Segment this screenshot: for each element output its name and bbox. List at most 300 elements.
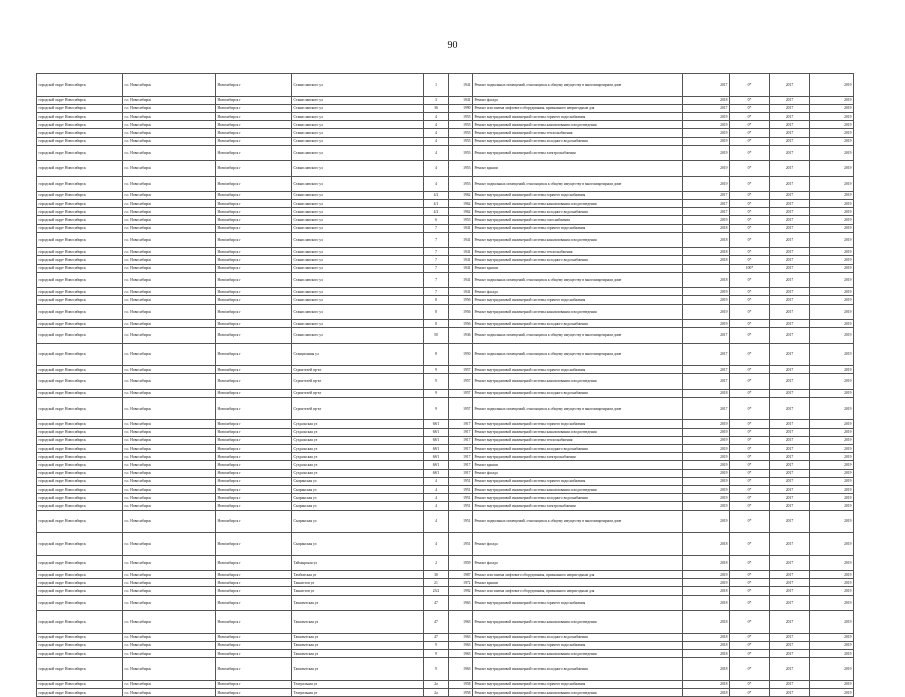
street-cell: Ташкентская ул: [292, 650, 424, 658]
city-cell: Новосибирск г: [216, 96, 292, 104]
municipality-cell: городской округ Новосибирск: [37, 436, 123, 444]
period-end-cell: 2019: [810, 397, 854, 420]
built-year-cell: 1963: [449, 595, 473, 610]
city-cell: Новосибирск г: [216, 689, 292, 697]
percent-cell: 0*: [730, 74, 770, 97]
street-cell: Строителей пр-кт: [292, 366, 424, 374]
period-start-cell: 2017: [770, 96, 810, 104]
district-cell: г.о. Новосибирск: [123, 121, 216, 129]
street-cell: Станиславского ул: [292, 74, 424, 97]
municipality-cell: городской округ Новосибирск: [37, 485, 123, 493]
period-end-cell: 2019: [810, 420, 854, 428]
work-type-cell: Ремонт или замена лифтового оборудования, признанного непригодным для: [473, 104, 683, 112]
district-cell: г.о. Новосибирск: [123, 689, 216, 697]
street-cell: Строителей пр-кт: [292, 389, 424, 397]
city-cell: Новосибирск г: [216, 658, 292, 681]
city-cell: Новосибирск г: [216, 587, 292, 595]
house-cell: 3: [424, 96, 449, 104]
district-cell: г.о. Новосибирск: [123, 374, 216, 389]
municipality-cell: городской округ Новосибирск: [37, 533, 123, 556]
city-cell: Новосибирск г: [216, 502, 292, 510]
work-type-cell: Ремонт подвальных помещений, относящихся к общему имуществу в многоквартирном доме: [473, 510, 683, 533]
plan-year-cell: 2018: [683, 272, 730, 287]
period-start-cell: 2017: [770, 680, 810, 688]
built-year-cell: 1941: [449, 288, 473, 296]
municipality-cell: городской округ Новосибирск: [37, 374, 123, 389]
built-year-cell: 1917: [449, 461, 473, 469]
city-cell: Новосибирск г: [216, 397, 292, 420]
city-cell: Новосибирск г: [216, 494, 292, 502]
work-type-cell: Ремонт внутридомовой инженерной системы горячего водоснабжения: [473, 680, 683, 688]
municipality-cell: городской округ Новосибирск: [37, 397, 123, 420]
district-cell: г.о. Новосибирск: [123, 161, 216, 176]
table-row: [37, 129, 854, 137]
period-start-cell: 2017: [770, 633, 810, 641]
period-start-cell: 2017: [770, 494, 810, 502]
house-cell: 8: [424, 319, 449, 327]
percent-cell: 0*: [730, 633, 770, 641]
district-cell: г.о. Новосибирск: [123, 74, 216, 97]
city-cell: Новосибирск г: [216, 191, 292, 199]
period-end-cell: 2019: [810, 650, 854, 658]
municipality-cell: городской округ Новосибирск: [37, 445, 123, 453]
plan-year-cell: 2019: [683, 485, 730, 493]
percent-cell: 0*: [730, 650, 770, 658]
period-start-cell: 2017: [770, 445, 810, 453]
work-type-cell: Ремонт фасада: [473, 533, 683, 556]
city-cell: Новосибирск г: [216, 595, 292, 610]
table-row: [37, 453, 854, 461]
city-cell: Новосибирск г: [216, 477, 292, 485]
work-type-cell: Ремонт внутридомовой инженерной системы электроснабжения: [473, 453, 683, 461]
house-cell: 4: [424, 112, 449, 120]
table-row: [37, 304, 854, 319]
street-cell: Суздальская ул: [292, 428, 424, 436]
table-row: [37, 232, 854, 247]
percent-cell: 0*: [730, 248, 770, 256]
period-end-cell: 2019: [810, 366, 854, 374]
table-row: [37, 436, 854, 444]
city-cell: Новосибирск г: [216, 680, 292, 688]
period-end-cell: 2019: [810, 121, 854, 129]
plan-year-cell: 2017: [683, 374, 730, 389]
street-cell: Станиславского ул: [292, 145, 424, 160]
built-year-cell: 1951: [449, 502, 473, 510]
table-row: [37, 121, 854, 129]
period-end-cell: 2019: [810, 137, 854, 145]
built-year-cell: 1956: [449, 296, 473, 304]
period-end-cell: 2019: [810, 264, 854, 272]
period-end-cell: 2019: [810, 641, 854, 649]
house-cell: 4: [424, 121, 449, 129]
street-cell: Сызранская ул: [292, 494, 424, 502]
built-year-cell: 1951: [449, 510, 473, 533]
street-cell: Станиславского ул: [292, 264, 424, 272]
percent-cell: 0*: [730, 137, 770, 145]
city-cell: Новосибирск г: [216, 176, 292, 191]
street-cell: Станиславского ул: [292, 319, 424, 327]
plan-year-cell: 2018: [683, 611, 730, 634]
house-cell: 30: [424, 571, 449, 579]
percent-cell: 0*: [730, 304, 770, 319]
district-cell: г.о. Новосибирск: [123, 420, 216, 428]
city-cell: Новосибирск г: [216, 161, 292, 176]
street-cell: Ташкентская ул: [292, 633, 424, 641]
work-type-cell: Ремонт внутридомовой инженерной системы горячего водоснабжения: [473, 224, 683, 232]
period-start-cell: 2017: [770, 288, 810, 296]
plan-year-cell: 2018: [683, 650, 730, 658]
plan-year-cell: 2019: [683, 469, 730, 477]
city-cell: Новосибирск г: [216, 304, 292, 319]
period-start-cell: 2017: [770, 579, 810, 587]
district-cell: г.о. Новосибирск: [123, 96, 216, 104]
work-type-cell: Ремонт внутридомовой инженерной системы канализования и водоотведения: [473, 650, 683, 658]
district-cell: г.о. Новосибирск: [123, 191, 216, 199]
district-cell: г.о. Новосибирск: [123, 641, 216, 649]
table-row: [37, 420, 854, 428]
percent-cell: 0*: [730, 224, 770, 232]
house-cell: 9: [424, 374, 449, 389]
district-cell: г.о. Новосибирск: [123, 256, 216, 264]
table-row: [37, 397, 854, 420]
street-cell: Суздальская ул: [292, 436, 424, 444]
period-start-cell: 2017: [770, 502, 810, 510]
plan-year-cell: 2018: [683, 680, 730, 688]
district-cell: г.о. Новосибирск: [123, 658, 216, 681]
house-cell: 1: [424, 74, 449, 97]
table-row: [37, 502, 854, 510]
percent-cell: 0*: [730, 428, 770, 436]
plan-year-cell: 2019: [683, 510, 730, 533]
district-cell: г.о. Новосибирск: [123, 224, 216, 232]
percent-cell: 0*: [730, 328, 770, 343]
street-cell: Строителей пр-кт: [292, 397, 424, 420]
plan-year-cell: 2019: [683, 428, 730, 436]
percent-cell: 0*: [730, 587, 770, 595]
house-cell: 2а: [424, 680, 449, 688]
house-cell: 4/1: [424, 200, 449, 208]
work-type-cell: Ремонт внутридомовой инженерной системы холодного водоснабжения: [473, 658, 683, 681]
municipality-cell: городской округ Новосибирск: [37, 579, 123, 587]
street-cell: Станиславского ул: [292, 272, 424, 287]
percent-cell: 0*: [730, 502, 770, 510]
street-cell: Станционная ул: [292, 343, 424, 366]
plan-year-cell: 2018: [683, 256, 730, 264]
percent-cell: 0*: [730, 343, 770, 366]
city-cell: Новосибирск г: [216, 389, 292, 397]
district-cell: г.о. Новосибирск: [123, 319, 216, 327]
percent-cell: 0*: [730, 641, 770, 649]
district-cell: г.о. Новосибирск: [123, 461, 216, 469]
plan-year-cell: 2018: [683, 633, 730, 641]
plan-year-cell: 2019: [683, 477, 730, 485]
built-year-cell: 1917: [449, 469, 473, 477]
municipality-cell: городской округ Новосибирск: [37, 104, 123, 112]
period-start-cell: 2017: [770, 296, 810, 304]
municipality-cell: городской округ Новосибирск: [37, 200, 123, 208]
street-cell: Театральная ул: [292, 680, 424, 688]
district-cell: г.о. Новосибирск: [123, 343, 216, 366]
plan-year-cell: 2019: [683, 137, 730, 145]
street-cell: Суздальская ул: [292, 453, 424, 461]
plan-year-cell: 2019: [683, 145, 730, 160]
plan-year-cell: 2019: [683, 121, 730, 129]
district-cell: г.о. Новосибирск: [123, 587, 216, 595]
street-cell: Станиславского ул: [292, 328, 424, 343]
work-type-cell: Ремонт внутридомовой инженерной системы канализования и водоотведения: [473, 611, 683, 634]
plan-year-cell: 2017: [683, 74, 730, 97]
period-end-cell: 2019: [810, 510, 854, 533]
period-end-cell: 2019: [810, 611, 854, 634]
built-year-cell: 1987: [449, 571, 473, 579]
plan-year-cell: 2019: [683, 579, 730, 587]
city-cell: Новосибирск г: [216, 129, 292, 137]
municipality-cell: городской округ Новосибирск: [37, 137, 123, 145]
city-cell: Новосибирск г: [216, 374, 292, 389]
built-year-cell: 1941: [449, 96, 473, 104]
house-cell: 7: [424, 248, 449, 256]
work-type-cell: Ремонт крыши: [473, 579, 683, 587]
built-year-cell: 1957: [449, 374, 473, 389]
percent-cell: 0*: [730, 129, 770, 137]
table-row: [37, 319, 854, 327]
percent-cell: 0*: [730, 366, 770, 374]
district-cell: г.о. Новосибирск: [123, 510, 216, 533]
house-cell: 4: [424, 502, 449, 510]
period-end-cell: 2019: [810, 461, 854, 469]
table-row: [37, 216, 854, 224]
period-start-cell: 2017: [770, 658, 810, 681]
district-cell: г.о. Новосибирск: [123, 366, 216, 374]
table-row: [37, 485, 854, 493]
built-year-cell: 1958: [449, 689, 473, 697]
plan-year-cell: 2017: [683, 191, 730, 199]
city-cell: Новосибирск г: [216, 137, 292, 145]
built-year-cell: 1958: [449, 680, 473, 688]
district-cell: г.о. Новосибирск: [123, 129, 216, 137]
period-end-cell: 2019: [810, 502, 854, 510]
district-cell: г.о. Новосибирск: [123, 176, 216, 191]
period-start-cell: 2017: [770, 510, 810, 533]
period-start-cell: 2017: [770, 641, 810, 649]
plan-year-cell: 2018: [683, 587, 730, 595]
percent-cell: 0*: [730, 510, 770, 533]
plan-year-cell: 2019: [683, 296, 730, 304]
table-row: [37, 74, 854, 97]
city-cell: Новосибирск г: [216, 485, 292, 493]
percent-cell: 0*: [730, 477, 770, 485]
municipality-cell: городской округ Новосибирск: [37, 389, 123, 397]
street-cell: Суздальская ул: [292, 420, 424, 428]
work-type-cell: Ремонт внутридомовой инженерной системы канализования и водоотведения: [473, 428, 683, 436]
built-year-cell: 1956: [449, 319, 473, 327]
municipality-cell: городской округ Новосибирск: [37, 366, 123, 374]
percent-cell: 0*: [730, 397, 770, 420]
percent-cell: 0*: [730, 485, 770, 493]
house-cell: 7: [424, 264, 449, 272]
period-start-cell: 2017: [770, 533, 810, 556]
built-year-cell: 1953: [449, 161, 473, 176]
built-year-cell: 1951: [449, 485, 473, 493]
built-year-cell: 1917: [449, 436, 473, 444]
table-row: [37, 200, 854, 208]
district-cell: г.о. Новосибирск: [123, 288, 216, 296]
district-cell: г.о. Новосибирск: [123, 595, 216, 610]
percent-cell: 0*: [730, 104, 770, 112]
district-cell: г.о. Новосибирск: [123, 571, 216, 579]
city-cell: Новосибирск г: [216, 343, 292, 366]
municipality-cell: городской округ Новосибирск: [37, 633, 123, 641]
built-year-cell: 1959: [449, 555, 473, 570]
house-cell: 50: [424, 328, 449, 343]
city-cell: Новосибирск г: [216, 264, 292, 272]
street-cell: Сызранская ул: [292, 477, 424, 485]
district-cell: г.о. Новосибирск: [123, 397, 216, 420]
house-cell: 9: [424, 397, 449, 420]
period-start-cell: 2017: [770, 232, 810, 247]
period-end-cell: 2019: [810, 296, 854, 304]
district-cell: г.о. Новосибирск: [123, 264, 216, 272]
built-year-cell: 1941: [449, 74, 473, 97]
work-type-cell: Ремонт внутридомовой инженерной системы канализования и водоотведения: [473, 304, 683, 319]
period-start-cell: 2017: [770, 129, 810, 137]
street-cell: Станиславского ул: [292, 208, 424, 216]
work-type-cell: Ремонт внутридомовой инженерной системы канализования и водоотведения: [473, 689, 683, 697]
district-cell: г.о. Новосибирск: [123, 272, 216, 287]
built-year-cell: 1917: [449, 445, 473, 453]
city-cell: Новосибирск г: [216, 256, 292, 264]
plan-year-cell: 2017: [683, 104, 730, 112]
work-type-cell: Ремонт внутридомовой инженерной системы горячего водоснабжения: [473, 191, 683, 199]
period-end-cell: 2019: [810, 304, 854, 319]
period-end-cell: 2019: [810, 436, 854, 444]
percent-cell: 0*: [730, 374, 770, 389]
plan-year-cell: 2019: [683, 571, 730, 579]
percent-cell: 0*: [730, 200, 770, 208]
municipality-cell: городской округ Новосибирск: [37, 477, 123, 485]
table-row: [37, 374, 854, 389]
table-row: [37, 650, 854, 658]
city-cell: Новосибирск г: [216, 633, 292, 641]
period-start-cell: 2017: [770, 208, 810, 216]
district-cell: г.о. Новосибирск: [123, 555, 216, 570]
street-cell: Станиславского ул: [292, 96, 424, 104]
district-cell: г.о. Новосибирск: [123, 296, 216, 304]
period-end-cell: 2019: [810, 328, 854, 343]
work-type-cell: Ремонт внутридомовой инженерной системы газоснабжения: [473, 216, 683, 224]
work-type-cell: Ремонт фасада: [473, 469, 683, 477]
plan-year-cell: 2018: [683, 641, 730, 649]
period-start-cell: 2017: [770, 200, 810, 208]
street-cell: Станиславского ул: [292, 129, 424, 137]
period-end-cell: 2019: [810, 633, 854, 641]
house-cell: 8: [424, 296, 449, 304]
period-start-cell: 2017: [770, 328, 810, 343]
house-cell: 9: [424, 650, 449, 658]
house-cell: 4: [424, 129, 449, 137]
plan-year-cell: 2019: [683, 420, 730, 428]
period-end-cell: 2019: [810, 319, 854, 327]
plan-year-cell: 2018: [683, 689, 730, 697]
percent-cell: 0*: [730, 272, 770, 287]
work-type-cell: Ремонт внутридомовой инженерной системы электроснабжения: [473, 145, 683, 160]
work-type-cell: Ремонт внутридомовой инженерной системы теплоснабжения: [473, 129, 683, 137]
plan-year-cell: 2019: [683, 216, 730, 224]
table-row: [37, 96, 854, 104]
percent-cell: 0*: [730, 579, 770, 587]
house-cell: 4: [424, 145, 449, 160]
city-cell: Новосибирск г: [216, 436, 292, 444]
table-row: [37, 191, 854, 199]
city-cell: Новосибирск г: [216, 469, 292, 477]
plan-year-cell: 2018: [683, 533, 730, 556]
municipality-cell: городской округ Новосибирск: [37, 428, 123, 436]
street-cell: Театральная ул: [292, 689, 424, 697]
built-year-cell: 1941: [449, 272, 473, 287]
period-end-cell: 2019: [810, 533, 854, 556]
city-cell: Новосибирск г: [216, 121, 292, 129]
built-year-cell: 1990: [449, 104, 473, 112]
period-end-cell: 2019: [810, 96, 854, 104]
built-year-cell: 1962: [449, 200, 473, 208]
period-end-cell: 2019: [810, 571, 854, 579]
work-type-cell: Ремонт фасада: [473, 96, 683, 104]
table-row: [37, 555, 854, 570]
district-cell: г.о. Новосибирск: [123, 112, 216, 120]
street-cell: Станиславского ул: [292, 304, 424, 319]
percent-cell: 0*: [730, 436, 770, 444]
district-cell: г.о. Новосибирск: [123, 445, 216, 453]
table-row: [37, 533, 854, 556]
table-row: [37, 477, 854, 485]
municipality-cell: городской округ Новосибирск: [37, 248, 123, 256]
district-cell: г.о. Новосибирск: [123, 145, 216, 160]
period-start-cell: 2017: [770, 343, 810, 366]
district-cell: г.о. Новосибирск: [123, 200, 216, 208]
built-year-cell: 1972: [449, 579, 473, 587]
house-cell: 47: [424, 633, 449, 641]
street-cell: Станиславского ул: [292, 288, 424, 296]
municipality-cell: городской округ Новосибирск: [37, 161, 123, 176]
built-year-cell: 1953: [449, 121, 473, 129]
house-cell: 9: [424, 366, 449, 374]
table-row: [37, 611, 854, 634]
period-start-cell: 2017: [770, 420, 810, 428]
percent-cell: 0*: [730, 208, 770, 216]
plan-year-cell: 2019: [683, 453, 730, 461]
built-year-cell: 1963: [449, 633, 473, 641]
house-cell: 4: [424, 161, 449, 176]
period-end-cell: 2019: [810, 112, 854, 120]
period-start-cell: 2017: [770, 469, 810, 477]
percent-cell: 0*: [730, 555, 770, 570]
city-cell: Новосибирск г: [216, 145, 292, 160]
district-cell: г.о. Новосибирск: [123, 469, 216, 477]
repair-schedule-table: [36, 73, 854, 697]
period-start-cell: 2017: [770, 428, 810, 436]
period-end-cell: 2019: [810, 469, 854, 477]
house-cell: 4: [424, 176, 449, 191]
work-type-cell: Ремонт фасада: [473, 555, 683, 570]
plan-year-cell: 2018: [683, 248, 730, 256]
period-end-cell: 2019: [810, 428, 854, 436]
house-cell: 68/1: [424, 428, 449, 436]
page-number: 90: [447, 40, 458, 51]
built-year-cell: 1962: [449, 208, 473, 216]
table-row: [37, 288, 854, 296]
street-cell: Станиславского ул: [292, 216, 424, 224]
period-end-cell: 2019: [810, 680, 854, 688]
